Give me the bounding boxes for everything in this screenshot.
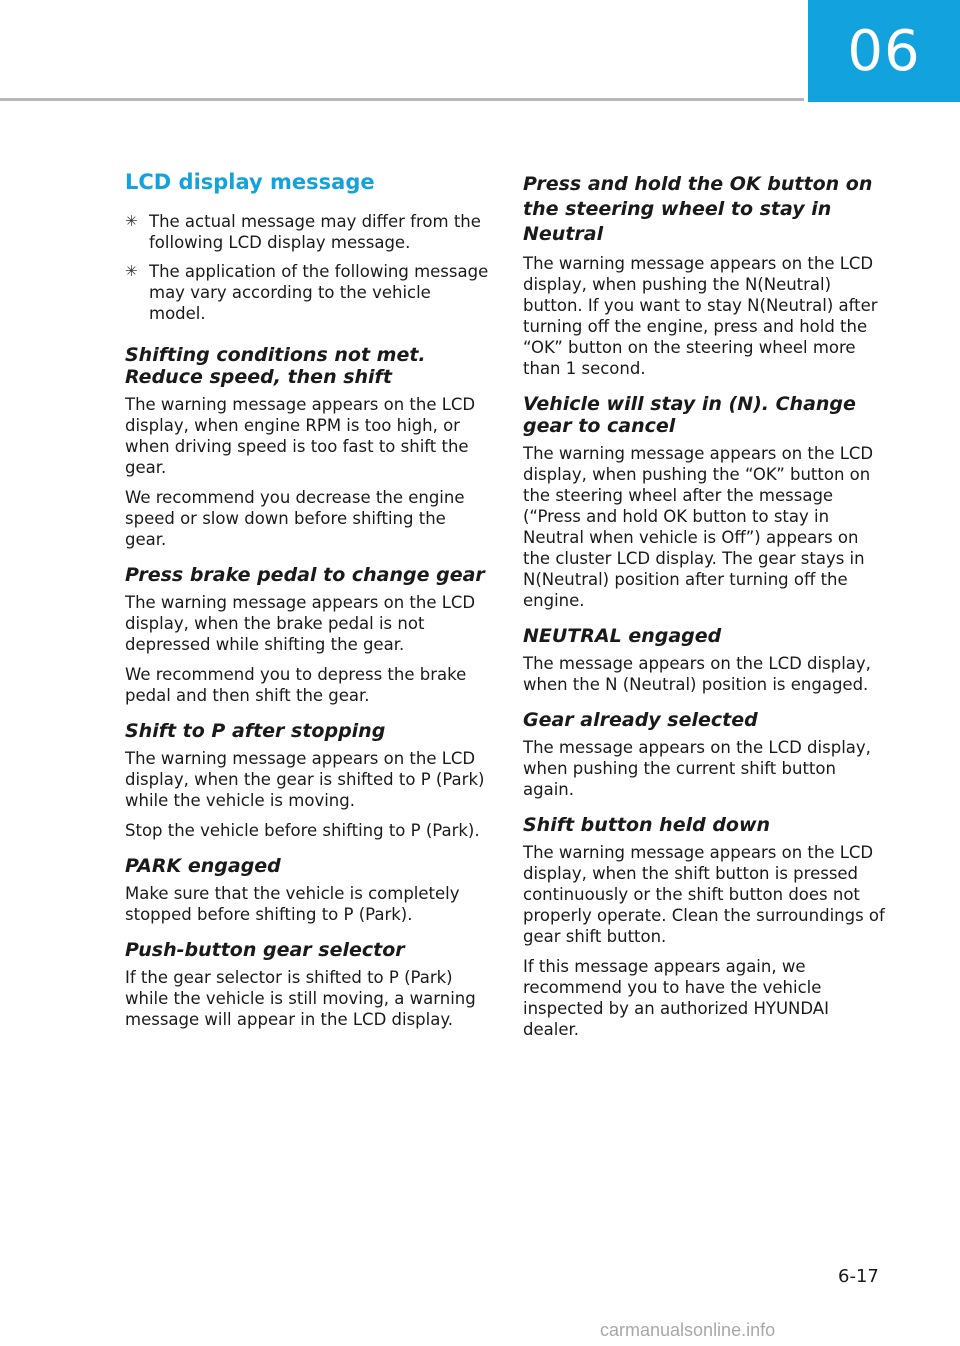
message-heading: PARK engaged xyxy=(125,855,281,878)
message-heading: NEUTRAL engaged xyxy=(523,625,722,647)
page-number: 6-17 xyxy=(838,1266,879,1287)
message-paragraph: Make sure that the vehicle is completely stopped before shifting to P (Park). xyxy=(125,884,460,925)
watermark-text: carmanualsonline.info xyxy=(600,1320,776,1340)
note-item xyxy=(125,211,490,253)
message-heading: Shift to P after stopping xyxy=(125,720,386,743)
message-heading: Press brake pedal to change gear xyxy=(125,564,485,587)
section-title: LCD display message xyxy=(125,170,375,194)
note-text: The actual message may differ from the following LCD display message. xyxy=(149,212,481,253)
message-paragraph: The warning message appears on the LCD display, when the gear is shifted to P (Park) while the vehicle is moving. xyxy=(125,749,485,811)
note-item xyxy=(125,261,490,324)
message-heading: Gear already selected xyxy=(523,709,758,731)
message-paragraph: The message appears on the LCD display, when pushing the current shift button again. xyxy=(523,738,871,799)
chapter-tab: 06 xyxy=(808,0,960,102)
message-paragraph: The warning message appears on the LCD display, when pushing the N(Neutral) button. If you want to stay N(Neutral) after turning off the engine, press and hold the “OK” button on the steering wheel more than 1 second. xyxy=(523,254,878,378)
asterisk-icon: ✳ xyxy=(125,212,138,231)
right-column xyxy=(523,172,888,1049)
left-column xyxy=(125,170,490,1039)
message-paragraph: The message appears on the LCD display, when the N (Neutral) position is engaged. xyxy=(523,654,871,694)
header-rule xyxy=(0,98,804,101)
message-paragraph: The warning message appears on the LCD display, when engine RPM is too high, or when driving speed is too fast to shift the gear. xyxy=(125,395,476,478)
message-heading: Press and hold the OK button on the steering wheel to stay in Neutral xyxy=(523,173,873,245)
message-heading: Shifting conditions not met. Reduce speed, then shift xyxy=(125,344,426,389)
message-paragraph: The warning message appears on the LCD display, when the shift button is pressed continuously or the shift button does not properly operate. Clean the surroundings of gear shift button. xyxy=(523,843,885,946)
message-paragraph: Stop the vehicle before shifting to P (Park). xyxy=(125,821,480,841)
message-paragraph: If the gear selector is shifted to P (Park) while the vehicle is still moving, a warning message will appear in the LCD display. xyxy=(125,968,476,1030)
message-paragraph: We recommend you to depress the brake pedal and then shift the gear. xyxy=(125,665,467,706)
message-heading: Push-button gear selector xyxy=(125,939,405,962)
message-heading: Vehicle will stay in (N). Change gear to cancel xyxy=(523,393,856,437)
message-heading: Shift button held down xyxy=(523,814,771,836)
asterisk-icon: ✳ xyxy=(125,262,138,281)
message-paragraph: The warning message appears on the LCD display, when the brake pedal is not depressed while shifting the gear. xyxy=(125,593,476,655)
message-paragraph: If this message appears again, we recommend you to have the vehicle inspected by an authorized HYUNDAI dealer. xyxy=(523,957,829,1039)
message-paragraph: We recommend you decrease the engine speed or slow down before shifting the gear. xyxy=(125,488,465,550)
note-text: The application of the following message may vary according to the vehicle model. xyxy=(149,262,489,324)
message-paragraph: The warning message appears on the LCD display, when pushing the “OK” button on the steering wheel after the message (“Press and hold OK button to stay in Neutral when vehicle is Off”) appears on the cluster LCD display. The gear stays in N(Neutral) position after turning off the engine. xyxy=(523,444,874,610)
